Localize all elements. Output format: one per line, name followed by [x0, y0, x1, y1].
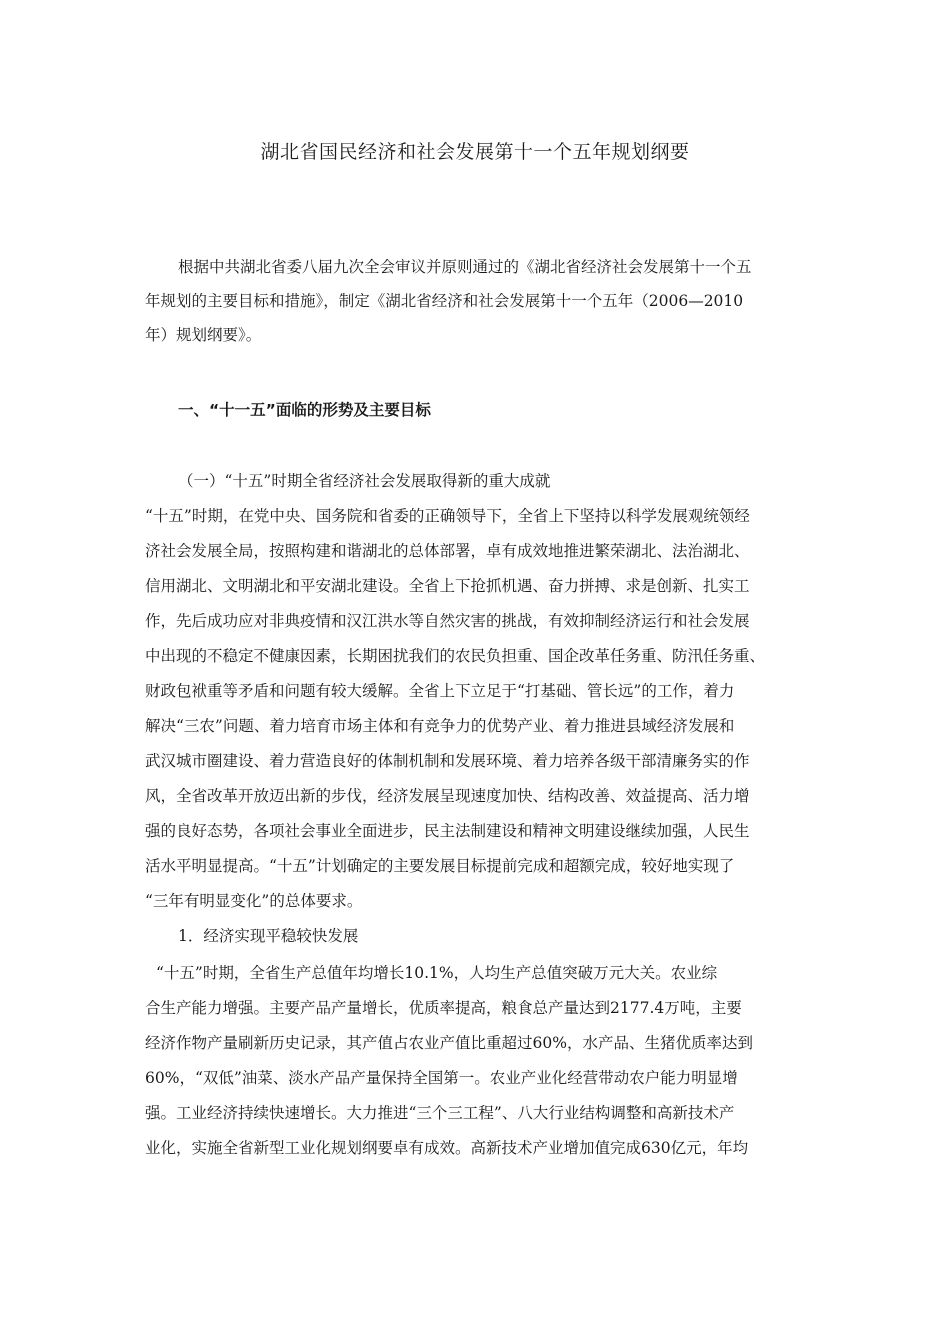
para1-line-2: 济社会发展全局，按照构建和谐湖北的总体部署，卓有成效地推进繁荣湖北、法治湖北、 — [145, 542, 750, 560]
para1-line-4: 作，先后成功应对非典疫情和汉江洪水等自然灾害的挑战，有效抑制经济运行和社会发展 — [145, 612, 750, 630]
para1-line-9: 风，全省改革开放迈出新的步伐，经济发展呈现速度加快、结构改善、效益提高、活力增 — [145, 787, 750, 805]
para2-line-2: 合生产能力增强。主要产品产量增长，优质率提高，粮食总产量达到2177.4万吨，主要 — [145, 999, 742, 1017]
para1-line-3: 信用湖北、文明湖北和平安湖北建设。全省上下抢抓机遇、奋力拼搏、求是创新、扎实工 — [145, 577, 750, 595]
item-heading-1: 1．经济实现平稳较快发展 — [178, 927, 359, 945]
para2-line-6: 业化，实施全省新型工业化规划纲要卓有成效。高新技术产业增加值完成630亿元，年均 — [145, 1139, 749, 1157]
para2-line-3: 经济作物产量刷新历史记录，其产值占农业产值比重超过60%，水产品、生猪优质率达到 — [145, 1034, 753, 1052]
para1-line-1: “十五”时期，在党中央、国务院和省委的正确领导下，全省上下坚持以科学发展观统领经 — [145, 507, 750, 525]
para2-line-5: 强。工业经济持续快速增长。大力推进“三个三工程”、八大行业结构调整和高新技术产 — [145, 1104, 735, 1122]
para1-line-7: 解决“三农”问题、着力培育市场主体和有竞争力的优势产业、着力推进县域经济发展和 — [145, 717, 735, 735]
section-heading-1: 一、“十一五”面临的形势及主要目标 — [178, 401, 431, 419]
para1-line-11: 活水平明显提高。“十五”计划确定的主要发展目标提前完成和超额完成，较好地实现了 — [145, 857, 735, 875]
document-title: 湖北省国民经济和社会发展第十一个五年规划纲要 — [260, 141, 690, 163]
para1-line-6: 财政包袱重等矛盾和问题有较大缓解。全省上下立足于“打基础、管长远”的工作，着力 — [145, 682, 735, 700]
para2-line-4: 60%，“双低”油菜、淡水产品产量保持全国第一。农业产业化经营带动农户能力明显增 — [145, 1069, 738, 1087]
intro-line-3: 年）规划纲要》。 — [145, 326, 262, 344]
para2-line-1: “十五”时期，全省生产总值年均增长10.1%，人均生产总值突破万元大关。农业综 — [156, 964, 718, 982]
intro-line-1: 根据中共湖北省委八届九次全会审议并原则通过的《湖北省经济社会发展第十一个五 — [178, 258, 752, 276]
intro-line-2: 年规划的主要目标和措施》，制定《湖北省经济和社会发展第十一个五年（2006—2010 — [145, 292, 744, 310]
para1-line-8: 武汉城市圈建设、着力营造良好的体制机制和发展环境、着力培养各级干部清廉务实的作 — [145, 752, 750, 770]
para1-line-5: 中出现的不稳定不健康因素，长期困扰我们的农民负担重、国企改革任务重、防汛任务重、 — [145, 647, 766, 665]
para1-line-12: “三年有明显变化”的总体要求。 — [145, 892, 363, 910]
para1-line-10: 强的良好态势，各项社会事业全面进步，民主法制建设和精神文明建设继续加强，人民生 — [145, 822, 750, 840]
subsection-heading-1: （一）“十五”时期全省经济社会发展取得新的重大成就 — [178, 472, 551, 490]
